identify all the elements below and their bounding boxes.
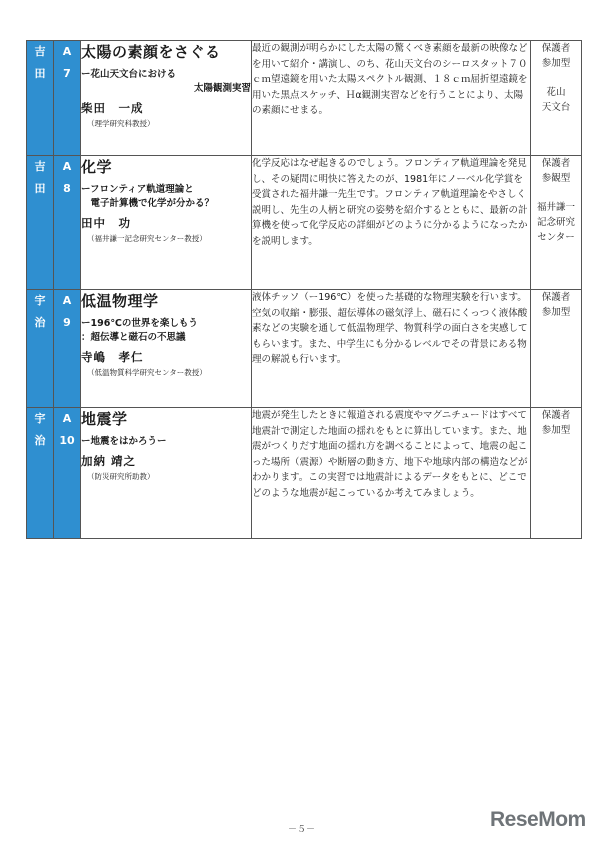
page-number: －５－: [287, 825, 315, 835]
campus-cell: [27, 290, 54, 408]
course-title: 地震学: [81, 410, 128, 428]
table-row: [27, 41, 582, 156]
resemom-logo: ReseMom: [490, 808, 586, 831]
venue-note-line: 福井謙一: [536, 202, 575, 213]
lecturer-name: 柴田 一成: [81, 101, 144, 115]
participation-type: 保護者: [541, 410, 571, 421]
campus-char: 吉: [34, 160, 46, 173]
venue-note: [531, 200, 581, 245]
participation-type: 参加型: [541, 425, 571, 436]
venue-note-line: 記念研究: [536, 217, 575, 228]
course-description: 地震が発生したときに報道される震度やマグニチュードはすべて地震計で測定した地面の揺れをもとに算出しています。また、地震がつくりだす地面の揺れ方を調べることによって、地震の起こった場所（震源）や断層の動き方、地下や地球内部の構造などがわかります。この実習では地震計によるデータをもとに、どこでどのような地震が起こっているか考えてみましょう。: [252, 408, 531, 539]
course-title: 化学: [81, 158, 113, 176]
course-code-part: A: [62, 294, 72, 307]
campus-char: 宇: [34, 294, 46, 307]
course-subtitle: ー196℃の世界を楽しもう: [81, 318, 198, 329]
course-subtitle: ーフロンティア軌道理論と: [81, 184, 194, 195]
venue-note-line: センター: [537, 232, 575, 243]
course-subtitle: ー花山天文台における: [81, 69, 177, 80]
participation-type: 保護者: [541, 158, 571, 169]
course-subtitle-right: 太陽観測実習: [193, 83, 251, 94]
course-description: 液体チッソ（ー196℃）を使った基礎的な物理実験を行います。空気の収縮・膨張、超伝導体の磁気浮上、磁石にくっつく液体酸素などの実験を通して低温物理学、物質科学の面白さを実感してもらいます。また、中学生にも分かるレベルでその背景にある物理の解説も行います。: [252, 290, 531, 408]
course-title-cell: [81, 290, 252, 408]
course-code-part: 8: [63, 182, 71, 195]
campus-cell: [27, 408, 54, 539]
campus-char: 田: [34, 182, 46, 195]
course-code-part: A: [62, 45, 72, 58]
participation-type: 参加型: [541, 58, 571, 69]
venue-note: [531, 85, 581, 115]
course-subtitle: ー地震をはかろうー: [81, 436, 167, 447]
table-row: [27, 156, 582, 290]
course-code-part: 7: [63, 67, 71, 80]
course-code-part: A: [62, 412, 72, 425]
participation-type-cell: [531, 41, 582, 156]
lecturer-affiliation: （低温物質科学研究センター教授）: [87, 368, 207, 377]
course-code-cell: [54, 41, 81, 156]
lecturer-affiliation: （福井謙一記念研究センター教授）: [87, 234, 207, 243]
venue-note-line: 天文台: [541, 102, 571, 113]
campus-cell: [27, 41, 54, 156]
course-title-cell: [81, 408, 252, 539]
participation-type-cell: [531, 290, 582, 408]
campus-char: 宇: [34, 412, 46, 425]
campus-char: 田: [34, 67, 46, 80]
course-description: 化学反応はなぜ起きるのでしょう。フロンティア軌道理論を発見し、その疑問に明快に答えたのが、1981年にノーベル化学賞を受賞された福井謙一先生です。フロンティア軌道理論をやさしく説明し、先生の人柄と研究の姿勢を紹介するとともに、最新の計算機を使って化学反応の詳細がどのように分かるようになったかを説明します。: [252, 156, 531, 290]
course-code-cell: [54, 408, 81, 539]
campus-char: 吉: [34, 45, 46, 58]
participation-type: 参加型: [541, 307, 571, 318]
course-subtitle: ：超伝導と磁石の不思議: [81, 332, 186, 343]
course-title: 低温物理学: [81, 292, 159, 310]
course-description: 最近の観測が明らかにした太陽の驚くべき素顔を最新の映像などを用いて紹介・講演し、のち、花山天文台のシーロスタット７０ｃｍ望遠鏡を用いた太陽スペクトル観測、１８ｃｍ屈折望遠鏡を用いた黒点スケッチ、Ｈα観測実習などを行うことにより、太陽の素顔にせまる。: [252, 41, 531, 156]
table-row: [27, 408, 582, 539]
course-subtitle: 電子計算機で化学が分かる？: [81, 198, 215, 209]
course-title-cell: [81, 41, 252, 156]
venue-note-line: 花山: [546, 87, 566, 98]
lecturer-affiliation: （理学研究科教授）: [87, 119, 155, 128]
participation-type: 保護者: [541, 292, 571, 303]
course-title-cell: [81, 156, 252, 290]
table-row: [27, 290, 582, 408]
participation-type: 参観型: [541, 173, 571, 184]
campus-char: 治: [34, 316, 46, 329]
course-code-cell: [54, 156, 81, 290]
lecturer-name: 田中 功: [81, 216, 131, 230]
course-code-part: A: [62, 160, 72, 173]
course-title: 太陽の素顔をさぐる: [81, 43, 221, 61]
lecture-table: [26, 40, 582, 539]
course-code-part: 9: [63, 316, 71, 329]
lecturer-name: 寺嶋 孝仁: [81, 350, 144, 364]
course-code-cell: [54, 290, 81, 408]
course-code-part: 10: [59, 434, 75, 447]
participation-type: 保護者: [541, 43, 571, 54]
participation-type-cell: [531, 156, 582, 290]
campus-cell: [27, 156, 54, 290]
participation-type-cell: [531, 408, 582, 539]
campus-char: 治: [34, 434, 46, 447]
lecturer-affiliation: （防災研究所助教）: [87, 472, 155, 481]
lecturer-name: 加納 靖之: [81, 454, 137, 468]
